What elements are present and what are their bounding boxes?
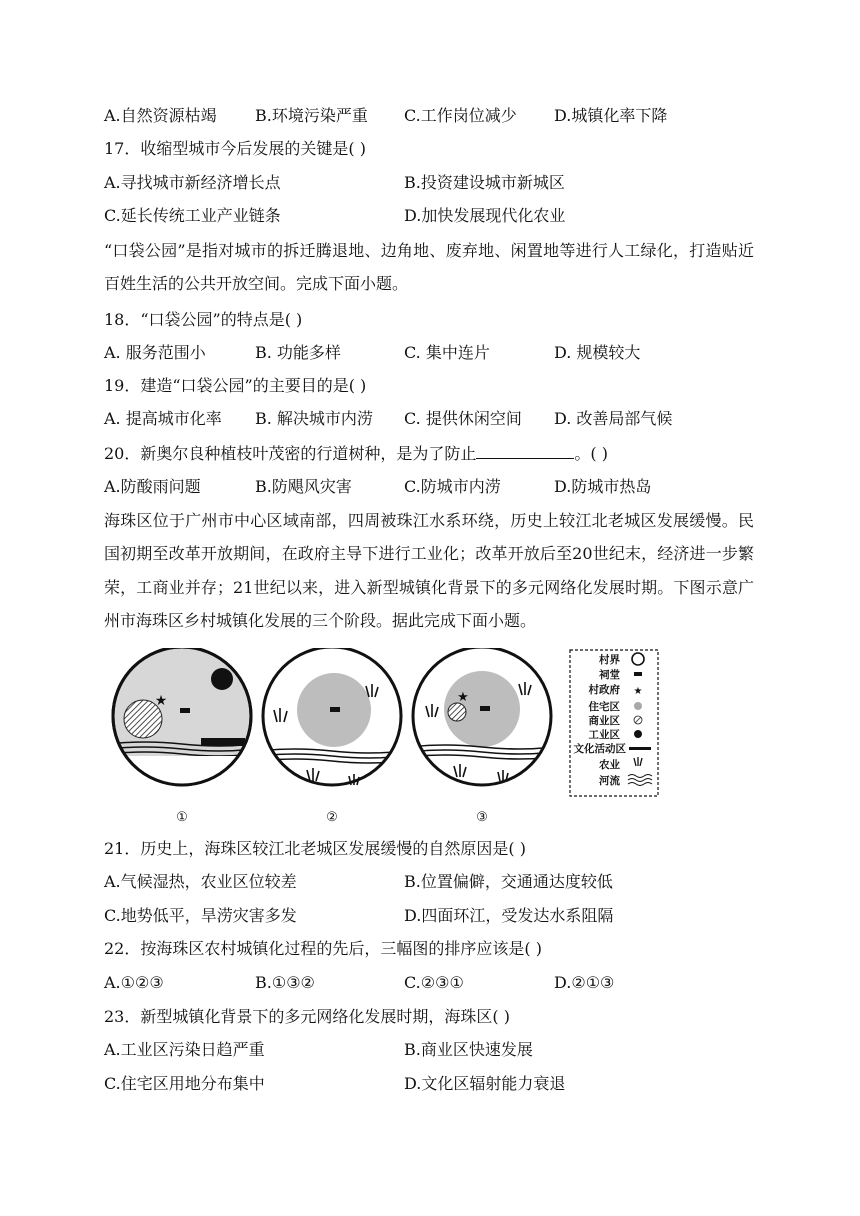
q21-option-b: B.位置偏僻，交通通达度较低: [404, 872, 613, 891]
village-gov-1: ★: [154, 693, 168, 709]
q23-option-d: D.文化区辐射能力衰退: [404, 1074, 566, 1093]
q20-option-b: B.防飓风灾害: [255, 477, 352, 496]
passage-haizhu: 海珠区位于广州市中心区域南部，四周被珠江水系环绕，历史上较江北老城区发展缓慢。民国初期至改革开放期间，在政府主导下进行工业化；改革开放后至20世纪末，经济进一步繁荣，工商业并存；21世纪以来，进入新型城镇化背景下的多元网络化发展时期。下图示意广州市海珠区乡村城镇化发展的三个阶段。据此完成下面小题。: [104, 511, 754, 631]
q22-option-b: B.①③②: [255, 973, 315, 992]
q21-option-a: A.气候湿热，农业区位较差: [104, 872, 297, 891]
q20-option-c: C.防城市内涝: [404, 477, 501, 496]
q18-option-c: C. 集中连片: [404, 343, 490, 362]
legend-village-boundary: 村界: [599, 654, 620, 666]
urbanization-stages-figure: [104, 648, 664, 824]
stage-label-2: ②: [326, 810, 338, 824]
q23-option-c: C.住宅区用地分布集中: [104, 1074, 265, 1093]
legend-residential: 住宅区: [588, 701, 620, 713]
ancestral-hall-2: [330, 707, 340, 712]
legend-agriculture: 农业: [599, 759, 620, 771]
q20-stem-text: 20．新奥尔良种植枝叶茂密的行道树种，是为了防止: [104, 444, 477, 463]
q18-option-a: A. 服务范围小: [104, 343, 206, 362]
q23-option-a: A.工业区污染日趋严重: [104, 1040, 265, 1059]
q19-option-a: A. 提高城市化率: [104, 409, 222, 428]
q16-option-c: C.工作岗位减少: [404, 106, 517, 125]
culture-zone-1: [201, 738, 245, 746]
q21-option-c: C.地势低平，旱涝灾害多发: [104, 906, 297, 925]
q16-option-a: A.自然资源枯竭: [104, 106, 217, 125]
q17-stem: 17．收缩型城市今后发展的关键是( ): [104, 139, 366, 158]
q23-stem: 23．新型城镇化背景下的多元网络化发展时期，海珠区( ): [104, 1007, 510, 1026]
legend-village-gov: 村政府: [588, 684, 620, 696]
q23-option-b: B.商业区快速发展: [404, 1040, 533, 1059]
q16-option-b: B.环境污染严重: [255, 106, 368, 125]
stage-label-3: ③: [476, 810, 488, 824]
q18-option-d: D. 规模较大: [554, 343, 641, 362]
legend-culture-zone: 文化活动区: [573, 743, 626, 755]
stage-2-diagram: [259, 648, 405, 824]
q18-option-b: B. 功能多样: [255, 343, 341, 362]
q17-option-a: A.寻找城市新经济增长点: [104, 173, 281, 192]
q21-option-d: D.四面环江，受发达水系阻隔: [404, 906, 614, 925]
q20-stem-tail: 。( ): [574, 444, 608, 463]
q21-stem: 21．历史上，海珠区较江北老城区发展缓慢的自然原因是( ): [104, 839, 526, 858]
commercial-zone-3: [448, 703, 466, 721]
village-gov-3: ★: [457, 690, 469, 705]
legend-ancestral-hall: 祠堂: [599, 669, 620, 681]
q20-option-a: A.防酸雨问题: [104, 477, 201, 496]
q17-option-b: B.投资建设城市新城区: [404, 173, 565, 192]
stage-1-diagram: [104, 648, 264, 824]
q19-stem: 19．建造“口袋公园”的主要目的是( ): [104, 376, 367, 395]
q19-option-c: C. 提供休闲空间: [404, 409, 522, 428]
ancestral-hall-3: [480, 706, 490, 711]
q22-option-a: A.①②③: [104, 973, 164, 992]
passage-pocket-park: “口袋公园”是指对城市的拆迁腾退地、边角地、废弃地、闲置地等进行人工绿化，打造贴近百姓生活的公共开放空间。完成下面小题。: [104, 241, 754, 294]
q20-option-d: D.防城市热岛: [554, 477, 652, 496]
legend-industrial: 工业区: [588, 729, 620, 741]
q22-stem: 22．按海珠区农村城镇化过程的先后，三幅图的排序应该是( ): [104, 939, 542, 958]
q20-stem: [104, 443, 608, 464]
legend-star-icon: ★: [633, 686, 643, 697]
q19-option-b: B. 解决城市内涝: [255, 409, 373, 428]
q18-stem: 18．“口袋公园”的特点是( ): [104, 310, 303, 329]
stage-label-1: ①: [176, 810, 188, 824]
q16-option-d: D.城镇化率下降: [554, 106, 668, 125]
ancestral-hall-1: [180, 708, 190, 713]
q22-option-d: D.②①③: [554, 973, 615, 992]
legend-river: 河流: [599, 775, 620, 787]
legend-commercial: 商业区: [588, 715, 620, 727]
stage-3-diagram: [409, 648, 555, 824]
industrial-zone-1: [211, 668, 233, 690]
q20-blank: [476, 443, 574, 459]
q22-option-c: C.②③①: [404, 973, 464, 992]
q17-option-d: D.加快发展现代化农业: [404, 206, 566, 225]
q17-option-c: C.延长传统工业产业链条: [104, 206, 281, 225]
legend: [570, 650, 658, 796]
q19-option-d: D. 改善局部气候: [554, 409, 673, 428]
